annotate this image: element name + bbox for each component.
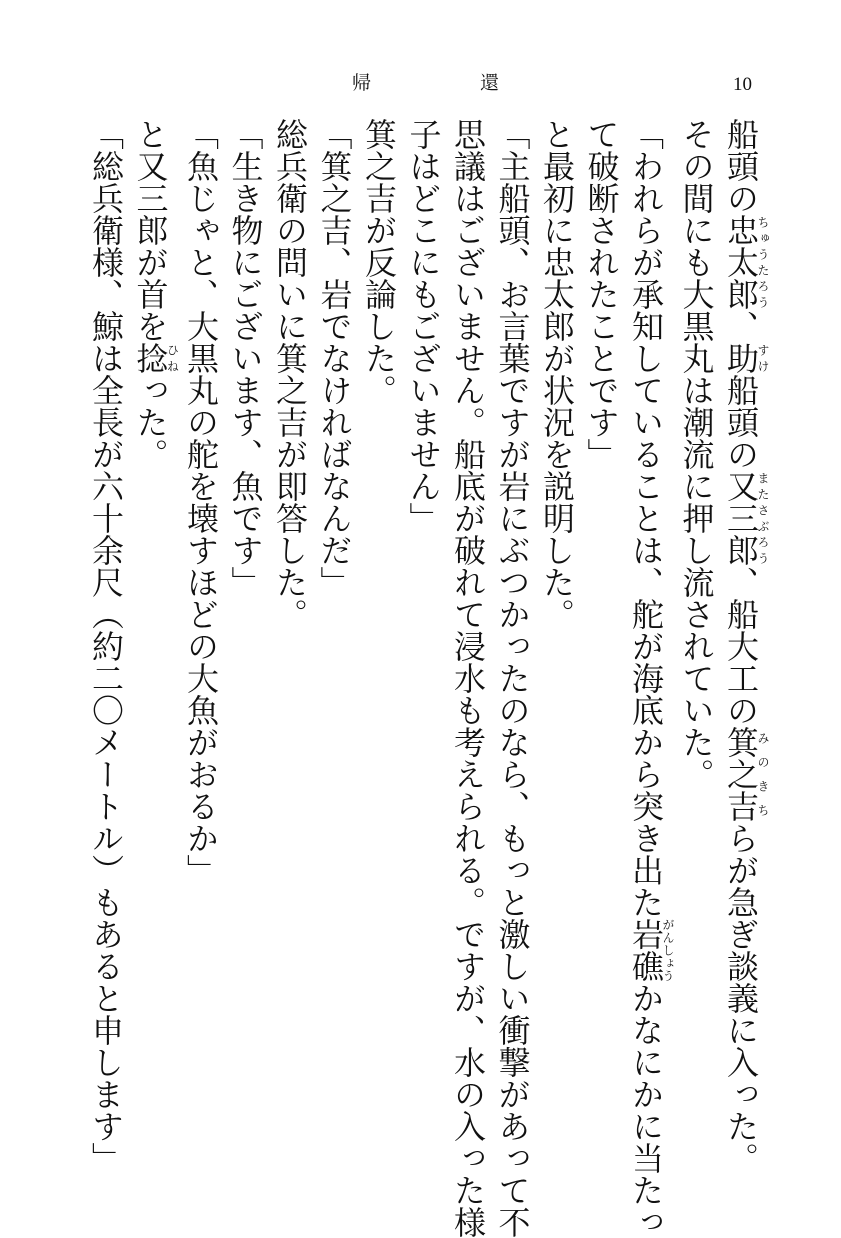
text-line-12: 「生き物にございます、魚です」 bbox=[226, 118, 265, 598]
text-line-4: て破断されたことです」 bbox=[582, 118, 621, 470]
ruby-minokichi: 箕之吉みのきち bbox=[722, 726, 770, 822]
text-line-7: 思議はございません。船底が破れて浸水も考えられる。ですが、水の入った様 bbox=[449, 118, 487, 1238]
page-number: 10 bbox=[733, 74, 752, 95]
vertical-text-body bbox=[84, 118, 770, 1238]
text-line-10: 「箕之吉、岩でなければなんだ」 bbox=[315, 118, 354, 598]
running-head-left: 帰 bbox=[352, 72, 372, 94]
ruby-suke: 助すけ bbox=[722, 342, 770, 374]
ruby-hine: 捻ひね bbox=[131, 342, 180, 374]
text-line-6: 「主船頭、お言葉ですが岩にぶつかったのなら、もっと激しい衝撃があって不 bbox=[493, 118, 532, 1238]
text-line-15: 「総兵衛様、鯨は全長が六十余尺（約二〇メートル）もあると申します」 bbox=[87, 118, 125, 1174]
text-line-5: と最初に忠太郎が状況を説明した。 bbox=[538, 118, 576, 630]
text-line-3: 「われらが承知していることは、舵が海底から突き出た岩礁がんしょうかなにかに当たっ bbox=[627, 118, 675, 1238]
text-line-14: と又三郎が首を捻ひねった。 bbox=[131, 118, 180, 470]
text-line-11: 総兵衛の問いに箕之吉が即答した。 bbox=[271, 118, 309, 630]
text-line-13: 「魚じゃと、大黒丸の舵を壊すほどの大魚がおるか」 bbox=[182, 118, 220, 886]
ruby-gansho: 岩礁がんしょう bbox=[627, 918, 675, 982]
text-line-9: 箕之吉が反論した。 bbox=[360, 118, 398, 406]
text-line-2: その間にも大黒丸は潮流に押し流されていた。 bbox=[677, 118, 716, 790]
running-head-right: 還 bbox=[480, 72, 500, 94]
ruby-matasaburo: 又三郎またさぶろう bbox=[722, 470, 770, 566]
text-line-1: 船頭の忠太郎ちゅうたろう、助すけ船頭の又三郎またさぶろう、船大工の箕之吉みのきちらが急ぎ談義に入った。 bbox=[722, 118, 770, 1174]
text-line-8: 子はどこにもございません」 bbox=[404, 118, 443, 534]
ruby-chutaro: 忠太郎ちゅうたろう bbox=[722, 214, 770, 310]
